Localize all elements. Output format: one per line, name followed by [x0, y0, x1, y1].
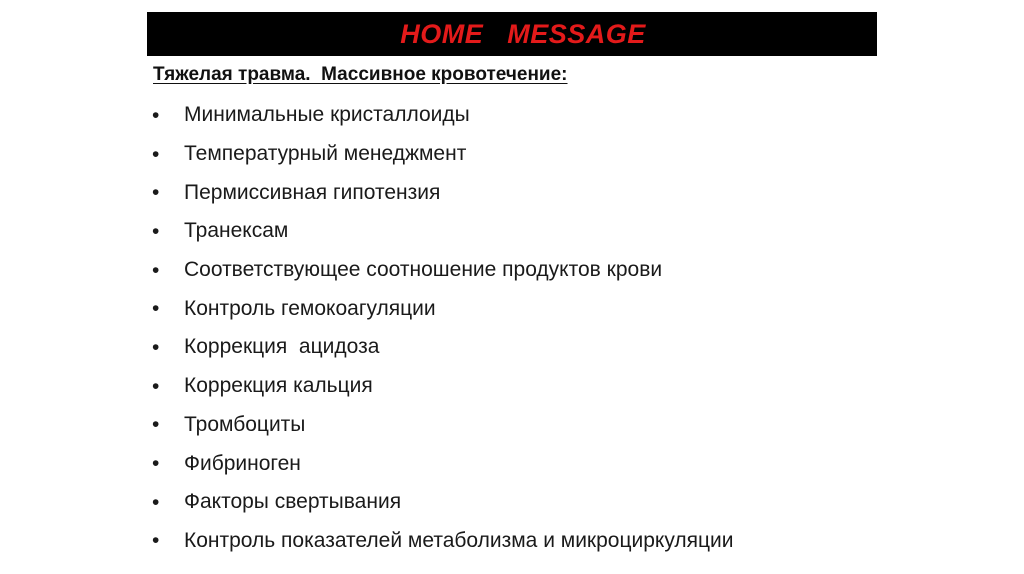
- list-item: [152, 444, 734, 483]
- list-item-text: Факторы свертывания: [184, 490, 402, 514]
- list-item: [152, 328, 734, 367]
- list-item-text: Минимальные кристаллоиды: [184, 103, 470, 127]
- list-item: [152, 406, 734, 445]
- bullet-icon: •: [152, 452, 160, 476]
- slide-title: HOME MESSAGE: [400, 18, 646, 49]
- list-item-text: Фибриноген: [184, 451, 301, 475]
- list-item: [152, 173, 734, 212]
- list-item-text: Транексам: [184, 219, 289, 243]
- bullet-icon: •: [152, 374, 160, 398]
- list-item-text: Контроль показателей метаболизма и микроциркуляции: [184, 528, 734, 552]
- bullet-icon: •: [152, 297, 160, 321]
- bullet-icon: •: [152, 219, 160, 243]
- bullet-icon: •: [152, 181, 160, 205]
- bullet-list: [152, 96, 734, 560]
- slide-subtitle: Тяжелая травма. Массивное кровотечение:: [153, 64, 568, 85]
- list-item: [152, 251, 734, 290]
- title-bar: [147, 12, 877, 56]
- bullet-icon: •: [152, 103, 160, 127]
- list-item: [152, 135, 734, 174]
- bullet-icon: •: [152, 335, 160, 359]
- list-item-text: Тромбоциты: [184, 412, 306, 436]
- bullet-icon: •: [152, 258, 160, 282]
- bullet-icon: •: [152, 490, 160, 514]
- list-item: [152, 289, 734, 328]
- list-item: [152, 483, 734, 522]
- list-item: [152, 96, 734, 135]
- list-item-text: Соответствующее соотношение продуктов крови: [184, 258, 663, 282]
- list-item: [152, 367, 734, 406]
- list-item-text: Коррекция кальция: [184, 374, 373, 398]
- list-item-text: Пермиссивная гипотензия: [184, 180, 441, 204]
- list-item: [152, 212, 734, 251]
- list-item-text: Коррекция ацидоза: [184, 335, 380, 359]
- list-item-text: Температурный менеджмент: [184, 142, 467, 166]
- bullet-icon: •: [152, 413, 160, 437]
- list-item: [152, 522, 734, 561]
- bullet-icon: •: [152, 529, 160, 553]
- list-item-text: Контроль гемокоагуляции: [184, 296, 436, 320]
- bullet-icon: •: [152, 142, 160, 166]
